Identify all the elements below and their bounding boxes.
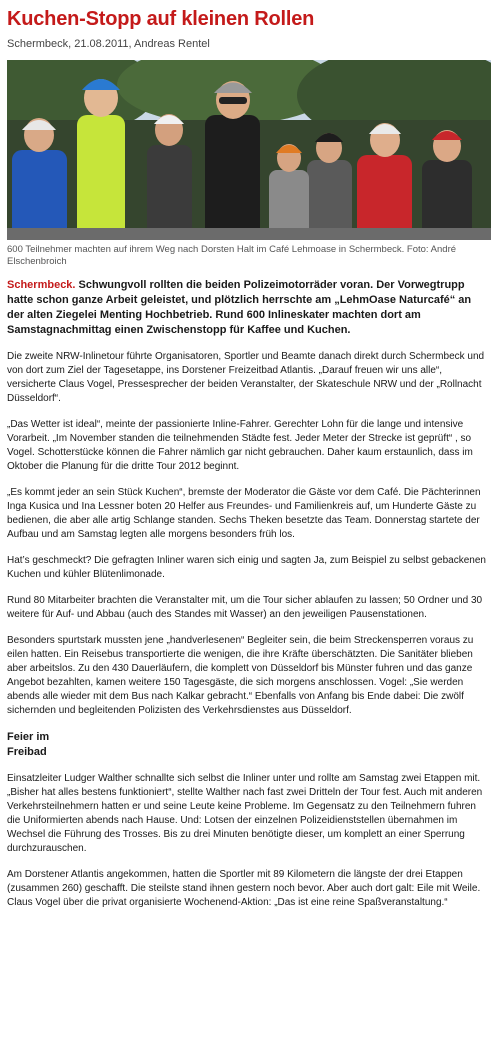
- lead-paragraph: [7, 278, 481, 338]
- subheading: Feier im Freibad: [7, 731, 50, 758]
- body-paragraph: Rund 80 Mitarbeiter brachten die Veranstalter mit, um die Tour sicher ablaufen zu lassen; 50 Ordner und 30 weitere für Auf- und Abbau (auch des Standes mit Wasser) an den jeweiligen Pausenstationen.: [7, 595, 483, 620]
- body-paragraph: Einsatzleiter Ludger Walther schnallte sich selbst die Inliner unter und rollte am Samstag zwei Etappen mit. „Bisher hat alles bestens funktioniert“, stellte Walther nach fast zwei Dritteln der Tour fest. Auch mit anderen Verkehrsteilnehmern hatten er und seine Leute keine Probleme. Im Gegensatz zu den Teilnehmern fuhren die Uniformierten abends nach Hause. Und: Lotsen der einzelnen Polizeidienststellen übernahmen im Wechsel die Führung des Trosses. Bis zu drei Minuten benötigte dieser, um komplett an einer Sperrung durchzurauschen.: [7, 773, 483, 854]
- dateline-place: Schermbeck.: [7, 279, 76, 291]
- headline: Kuchen-Stopp auf kleinen Rollen: [7, 8, 315, 30]
- body-paragraph: „Das Wetter ist ideal“, meinte der passionierte Inline-Fahrer. Gerechter Lohn für die lange und intensive Vorarbeit. „Im November standen die teilnehmenden Städte fest. Jeder Meter der Strecke ist geprüft“ , so Vogel. Schotterstücke können die Fahrer nämlich gar nicht gebrauchen. Daher kaum erstaunlich, dass im Oktober die Planung für die dritte Tour 2012 beginnt.: [7, 419, 473, 472]
- article-photo: [7, 60, 491, 240]
- body-paragraph: Am Dorstener Atlantis angekommen, hatten die Sportler mit 89 Kilometern die längste der drei Etappen (zusammen 260) geschafft. Die steilste stand ihnen gestern noch bevor. Aber auch dort galt: Eile mit Weile. Claus Vogel über die privat organisierte Wochenend-Aktion: „Das ist eine reine Spaßveranstaltung.“: [7, 869, 481, 908]
- byline: Schermbeck, 21.08.2011, Andreas Rentel: [7, 38, 210, 50]
- lead-text: Schwungvoll rollten die beiden Polizeimotorräder voran. Der Vorwegtrupp hatte schon ganze Arbeit geleistet, und plötzlich herrschte am „LehmOase Naturcafé“ an der alten Ziegelei Menting Hochbetrieb. Rund 600 Inlineskater machten dort am Samstagnachmittag einen Zwischenstopp für Kaffee und Kuchen.: [7, 279, 472, 336]
- photo-illustration: [7, 60, 491, 240]
- body-paragraph: Besonders spurtstark mussten jene „handverlesenen“ Begleiter sein, die beim Streckensperren voraus zu eilen hatten. Ein Reisebus transportierte die wenigen, die ihre Kräfte überschätzten. Die Sanitäter blieben aber arbeitslos. Zu den 430 Dauerläufern, die komplett von Düsseldorf bis Münster fuhren und das ganze Angebot bezahlten, kamen weitere 150 Tagesgäste, die sich morgens anschlossen. Vogel: „Sie werden abends alle wieder mit dem Bus nach Kalkar gebracht.“ Ebenfalls von Anfang bis Ende dabei: Die zwölf sichernden und begleitenden Polizisten des Verkehrsdienstes aus Düsseldorf.: [7, 635, 474, 716]
- body-paragraph: „Es kommt jeder an sein Stück Kuchen“, bremste der Moderator die Gäste vor dem Café. Die Pächterinnen Inga Kusica und Ina Lessner boten 20 Helfer aus Freundes- und Familienkreis auf, um Hunderte Gäste zu bedienen, die aber alle artig Schlange standen. Sechs Theken besetzte das Team. Donnerstag startete der Aufbau und am Samstag legten alle morgens besonders früh los.: [7, 487, 481, 540]
- photo-caption: 600 Teilnehmer machten auf ihrem Weg nach Dorsten Halt im Café Lehmoase in Schermbeck. Foto: André Elschenbroich: [7, 244, 457, 267]
- body-paragraph: Hat’s geschmeckt? Die gefragten Inliner waren sich einig und sagten Ja, zum Beispiel zu selbst gebackenen Kuchen und kühler Blütenlimonade.: [7, 555, 486, 580]
- body-paragraph: Die zweite NRW-Inlinetour führte Organisatoren, Sportler und Beamte danach direkt durch Schermbeck und von dort zum Ziel der Tagesetappe, ins Dorstener Freizeitbad Atlantis. „Darauf freuen wir uns alle“, versicherte Claus Vogel, Pressesprecher der beiden Veranstalter, der Skateschule NRW und der „Rollnacht Düsseldorf“.: [7, 351, 485, 404]
